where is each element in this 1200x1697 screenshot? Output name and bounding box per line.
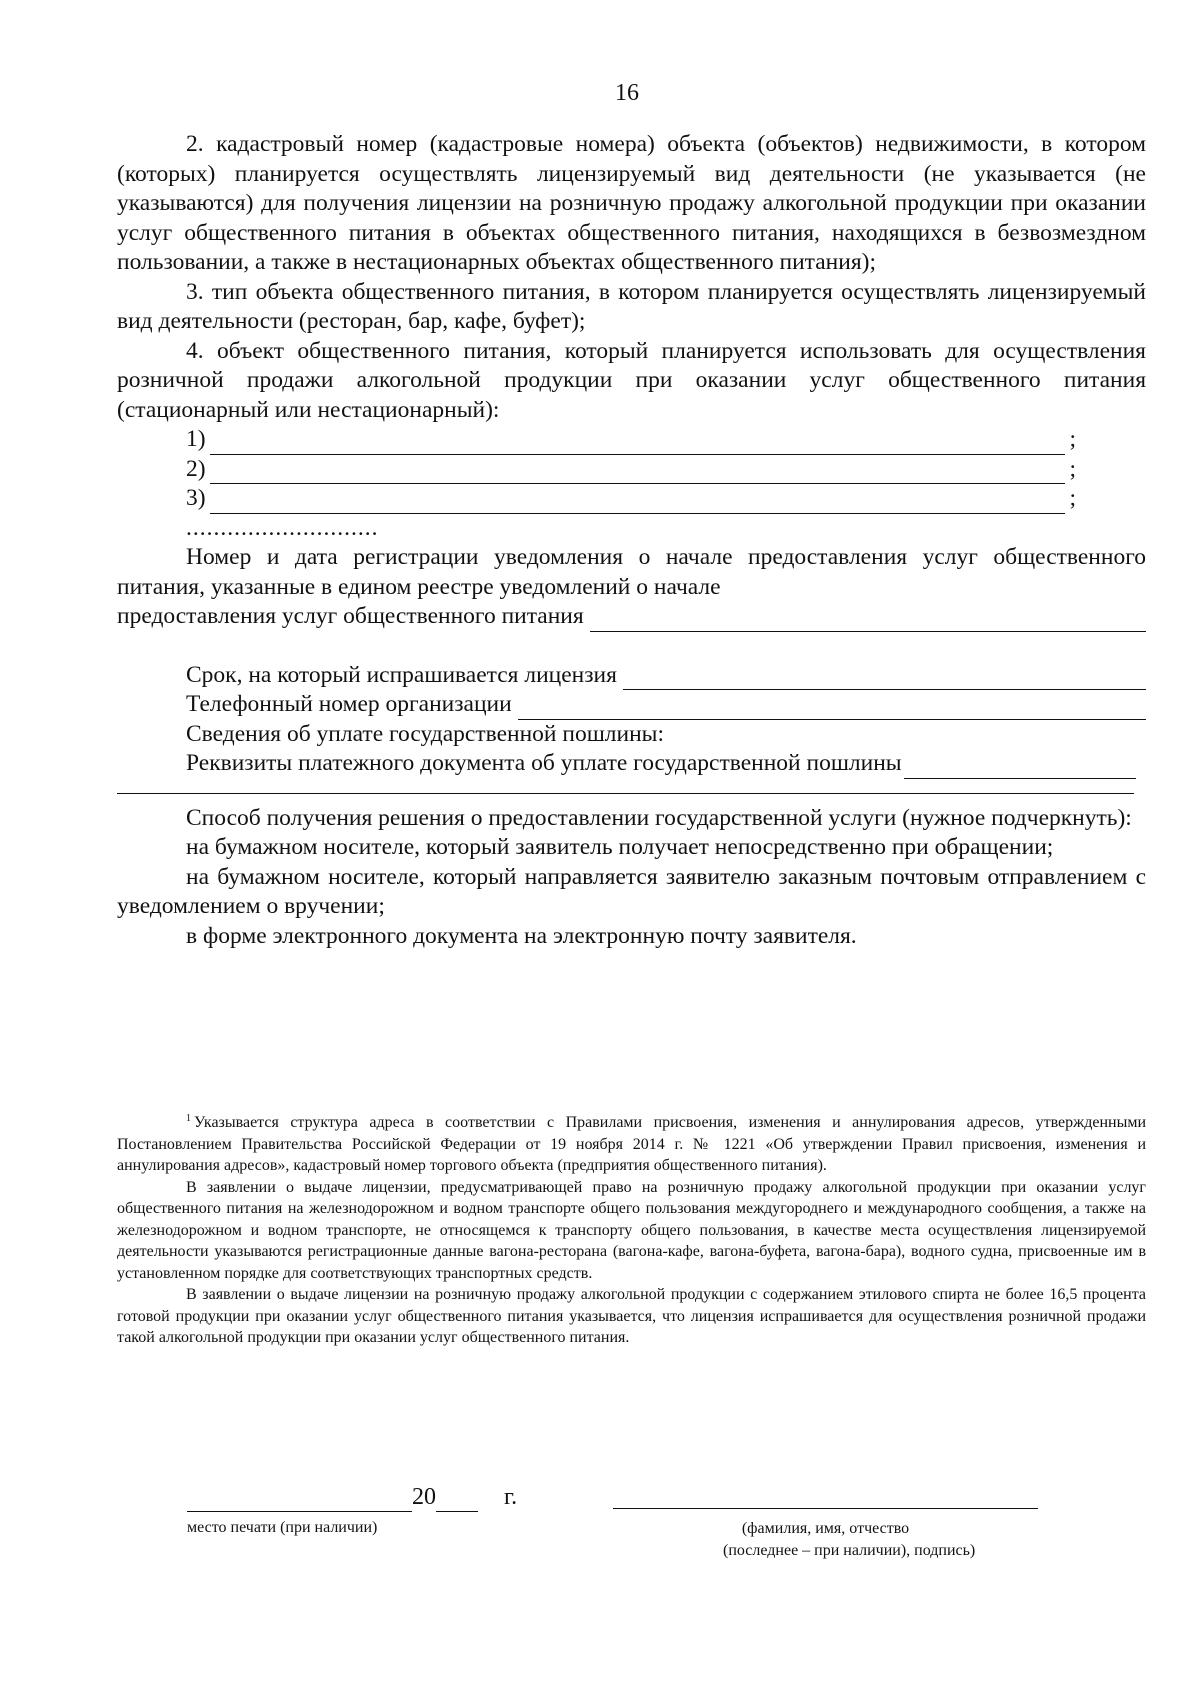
stamp-caption: место печати (при наличии): [187, 1519, 378, 1536]
year-blank[interactable]: [436, 1487, 478, 1512]
phone-field-blank[interactable]: [518, 697, 1146, 720]
year-prefix: 20: [412, 1484, 436, 1510]
object-entry-1[interactable]: [186, 425, 1076, 455]
delivery-option-electronic[interactable]: в форме электронного документа на электронную почту заявителя.: [186, 922, 857, 949]
object-entry-number: 2): [186, 455, 206, 482]
term-field-label: Срок, на который испрашивается лицензия: [186, 661, 617, 688]
term-field-blank[interactable]: [623, 667, 1146, 690]
delivery-option-paper-mail[interactable]: на бумажном носителе, который направляется заявителю заказным почтовым отправлением с уведомлением о вручении;: [117, 863, 1146, 919]
footnote-1: [117, 1112, 1146, 1177]
signature-caption-line-2: (последнее – при наличии), подпись): [723, 1542, 976, 1559]
footnote-1-text: Указывается структура адреса в соответствии с Правилами присвоения, изменения и аннулирования адресов, утвержденными Постановлением Правительства Российской Федерации от 19 ноября 2014 г. № 1221 «Об утверждении Правил присвоения, изменения и аннулирования адресов», кадастровый номер торгового объекта (предприятия общественного питания).: [117, 1114, 1146, 1174]
registration-paragraph: Номер и дата регистрации уведомления о начале предоставления услуг общественного питания, указанные в едином реестре уведомлений о начале: [117, 544, 1146, 600]
delivery-option-paper-in-person[interactable]: на бумажном носителе, который заявитель получает непосредственно при обращении;: [186, 834, 1054, 860]
date-field[interactable]: [187, 1482, 517, 1512]
fee-heading: Сведения об уплате государственной пошлины:: [186, 720, 664, 747]
footnote-3: В заявлении о выдаче лицензии на розничную продажу алкогольной продукции с содержанием этилового спирта не более 16,5 процента готовой продукции при оказании услуг общественного питания указывается, что лицензия испрашивается для осуществления розничной продажи такой алкогольной продукции при оказании услуг общественного питания.: [117, 1286, 1146, 1346]
object-entry-end: ;: [1069, 426, 1076, 452]
registration-field-blank[interactable]: [590, 609, 1146, 632]
delivery-intro: Способ получения решения о предоставлении государственной услуги (нужное подчеркнуть):: [186, 804, 1132, 831]
item-3-paragraph: 3. тип объекта общественного питания, в котором планируется осуществлять лицензируемый вид деятельности (ресторан, бар, кафе, буфет);: [117, 278, 1146, 334]
object-entry-blank[interactable]: [210, 491, 1066, 514]
payment-doc-blank[interactable]: [904, 756, 1136, 779]
object-entry-number: 3): [186, 485, 206, 511]
object-entry-2[interactable]: [186, 455, 1076, 485]
date-day-month-blank[interactable]: [187, 1487, 412, 1512]
footnote-2: В заявлении о выдаче лицензии, предусматривающей право на розничную продажу алкогольной продукции при оказании услуг общественного питания на железнодорожном и водном транспорте общего пользования междугороднего и международного сообщения, а также на железнодорожном и водном транспорте, не относящемся к транспорту общего пользования, в качестве места осуществления лицензируемой деятельности указываются регистрационные данные вагона-ресторана (вагона-кафе, вагона-буфета, вагона-бара), водного судна, присвоенные им в установленном порядке для соответствующих транспортных средств.: [117, 1178, 1146, 1282]
object-entry-blank[interactable]: [210, 432, 1066, 455]
continuation-dots: ............................: [186, 514, 379, 541]
signature-caption-line-1: (фамилия, имя, отчество: [741, 1520, 910, 1537]
footnote-1-mark: 1: [186, 1113, 191, 1124]
fee-heading-row: [186, 720, 1146, 750]
payment-doc-field[interactable]: [186, 749, 1146, 779]
object-entry-end: ;: [1069, 455, 1076, 482]
spacer: [117, 632, 1146, 661]
object-entry-blank[interactable]: [210, 461, 1066, 484]
object-entry-end: ;: [1069, 485, 1076, 511]
registration-field-label: предоставления услуг общественного питания: [117, 603, 584, 629]
item-2-paragraph: 2. кадастровый номер (кадастровые номера) объекта (объектов) недвижимости, в котором (которых) планируется осуществлять лицензируемый вид деятельности (не указывается (не указываются) для получения лицензии на розничную продажу алкогольной продукции при оказании услуг общественного питания в объектах общественного питания, находящихся в безвозмездном пользовании, а также в нестационарных объектах общественного питания);: [117, 131, 1146, 275]
item-4-paragraph: 4. объект общественного питания, который планируется использовать для осуществления розничной продажи алкогольной продукции при оказании услуг общественного питания (стационарный или нестационарный):: [117, 337, 1146, 423]
footnotes: [117, 1112, 1146, 1349]
term-field[interactable]: [186, 661, 1146, 691]
object-entry-3[interactable]: [186, 484, 1076, 514]
phone-field[interactable]: [186, 690, 1146, 720]
object-entry-number: 1): [186, 426, 206, 452]
payment-doc-label: Реквизиты платежного документа об уплате государственной пошлины: [186, 750, 902, 776]
main-text: [117, 130, 1146, 951]
registration-field[interactable]: [117, 602, 1146, 632]
page-number: 16: [615, 80, 639, 106]
phone-field-label: Телефонный номер организации: [186, 691, 512, 717]
payment-doc-continuation-line[interactable]: [117, 779, 1134, 794]
year-suffix: г.: [504, 1484, 518, 1510]
signature-block: [0, 1482, 1200, 1602]
signature-caption: [613, 1518, 1038, 1562]
signature-line[interactable]: [613, 1508, 1038, 1509]
